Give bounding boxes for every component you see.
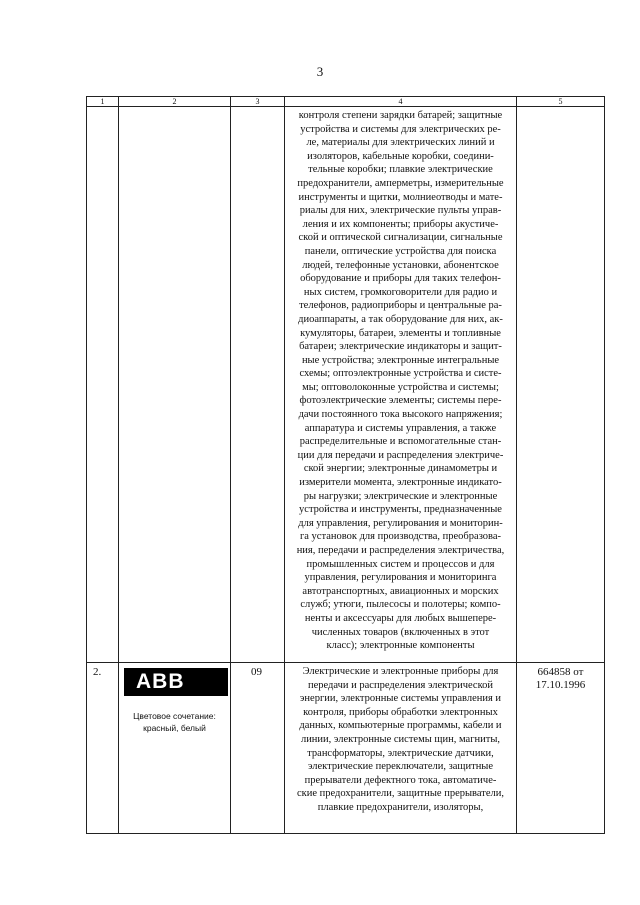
text-line: инструменты и щитки, молниеотводы и мате- <box>298 191 503 203</box>
header-row <box>87 97 605 107</box>
text-line: ные устройства; электронные интегральные <box>301 354 500 366</box>
cell-empty-3 <box>231 107 285 663</box>
text-line: панели, оптические устройства для поиска <box>304 245 497 257</box>
entry-row <box>87 663 605 834</box>
text-line: ненты и аксессуары для любых вышепере- <box>304 612 497 624</box>
text-line: класс); электронные компоненты <box>326 640 475 652</box>
text-line: изоляторов, кабельные коробки, соедини- <box>307 150 494 162</box>
cell-empty-1 <box>87 107 119 663</box>
text-line: риалы для них, электрические пульты управ- <box>299 205 502 217</box>
text-line: га установок для производства, преобразова- <box>299 531 502 543</box>
entry-number: 2. <box>93 666 102 678</box>
class-code: 09 <box>251 666 262 678</box>
continuation-row <box>87 107 605 663</box>
text-line: Электрические и электронные приборы для <box>302 666 499 677</box>
text-line: трансформаторы, электрические датчики, <box>307 747 494 759</box>
header-col-4: 4 <box>285 97 517 107</box>
trademark-cell <box>119 663 231 834</box>
text-line: ле, материалы для электрических линий и <box>306 137 495 149</box>
text-line: устройства и инструменты, предназначенные <box>299 504 502 516</box>
text-line: ния, передачи и распределения электричества, <box>296 545 505 556</box>
header-col-3: 3 <box>231 97 285 107</box>
text-line: ных систем, громкоговорители для радио и <box>303 286 498 298</box>
text-line: электрические переключатели, защитные <box>307 761 494 773</box>
continuation-description <box>285 107 517 663</box>
text-line: мы; оптоволоконные устройства и системы; <box>302 381 499 393</box>
trademark-table <box>86 96 605 834</box>
text-line: схемы; оптоэлектронные устройства и систе- <box>299 368 502 380</box>
text-line: ской энергии; электронные динамометры и <box>303 463 498 475</box>
text-line: предохранители, амперметры, измерительные <box>297 177 504 189</box>
text-line: диоаппараты, а так оборудование для них, ак- <box>298 313 503 325</box>
color-note-line-1: Цветовое сочетание: <box>133 711 216 721</box>
text-line: служб; утюги, пылесосы и полотеры; компо- <box>300 599 501 611</box>
entry-description <box>285 663 517 834</box>
text-line: измерители момента, электронные индикато- <box>299 477 502 489</box>
class-cell <box>231 663 285 834</box>
cell-empty-2 <box>119 107 231 663</box>
text-line: людей, телефонные установки, абонентское <box>302 259 499 271</box>
header-col-5: 5 <box>517 97 605 107</box>
continuation-text <box>285 109 516 653</box>
text-line: прерыватели дефектного тока, автоматиче- <box>304 774 497 786</box>
registration-cell <box>517 663 605 834</box>
cell-empty-5 <box>517 107 605 663</box>
text-line: фотоэлектрические элементы; системы пере- <box>299 395 502 407</box>
text-line: для управления, регулирования и мониторин- <box>298 517 503 529</box>
registration-date: 17.10.1996 <box>535 679 586 691</box>
header-col-2: 2 <box>119 97 231 107</box>
text-line: ские предохранители, защитные прерыватели, <box>297 788 504 800</box>
text-line: устройства и системы для электрических ре- <box>300 123 501 135</box>
text-line: данных, компьютерные программы, кабели и <box>299 720 502 732</box>
text-line: ции для передачи и распределения электриче- <box>297 449 504 461</box>
entry-number-cell <box>87 663 119 834</box>
text-line: оборудование и приборы для таких телефон- <box>300 273 501 285</box>
text-line: ры нагрузки; электрические и электронные <box>303 490 498 502</box>
color-note-line-2: красный, белый <box>143 723 206 733</box>
text-line: ской и оптической сигнализации, сигнальные <box>298 232 503 244</box>
text-line: аппаратура и системы управления, а также <box>304 422 497 434</box>
abb-logo: ABB <box>124 668 228 696</box>
color-note <box>119 710 230 734</box>
text-line: контроля, приборы обработки электронных <box>303 706 498 718</box>
entry-text <box>285 665 516 815</box>
page-number: 3 <box>316 64 324 79</box>
text-line: телефонов, радиоприборы и центральные ра- <box>299 300 502 312</box>
header-col-1: 1 <box>87 97 119 107</box>
text-line: численных товаров (включенных в этот <box>311 626 490 638</box>
text-line: распределительные и вспомогательные стан- <box>299 436 502 448</box>
text-line: промышленных систем и процессов и для <box>306 558 495 570</box>
text-line: передачи и распределения электрической <box>307 679 494 691</box>
text-line: управления, регулирования и мониторинга <box>304 572 497 584</box>
text-line: кумуляторы, батареи, элементы и топливные <box>300 327 501 339</box>
text-line: линии, электронные системы щин, магниты, <box>300 733 501 745</box>
text-line: дачи постоянного тока высокого напряжения; <box>298 409 503 421</box>
registration-number: 664858 от <box>537 666 584 678</box>
text-line: энергии, электронные системы управления и <box>299 693 502 705</box>
text-line: плавкие предохранители, изоляторы, <box>317 801 484 813</box>
text-line: контроля степени зарядки батарей; защитные <box>298 110 503 121</box>
text-line: автотранспортных, авиационных и морских <box>302 585 499 597</box>
text-line: батареи; электрические индикаторы и защит- <box>299 341 502 353</box>
text-line: ления и их компоненты; приборы акустиче- <box>302 218 499 230</box>
registration <box>517 663 604 692</box>
text-line: тельные коробки; плавкие электрические <box>308 164 493 176</box>
